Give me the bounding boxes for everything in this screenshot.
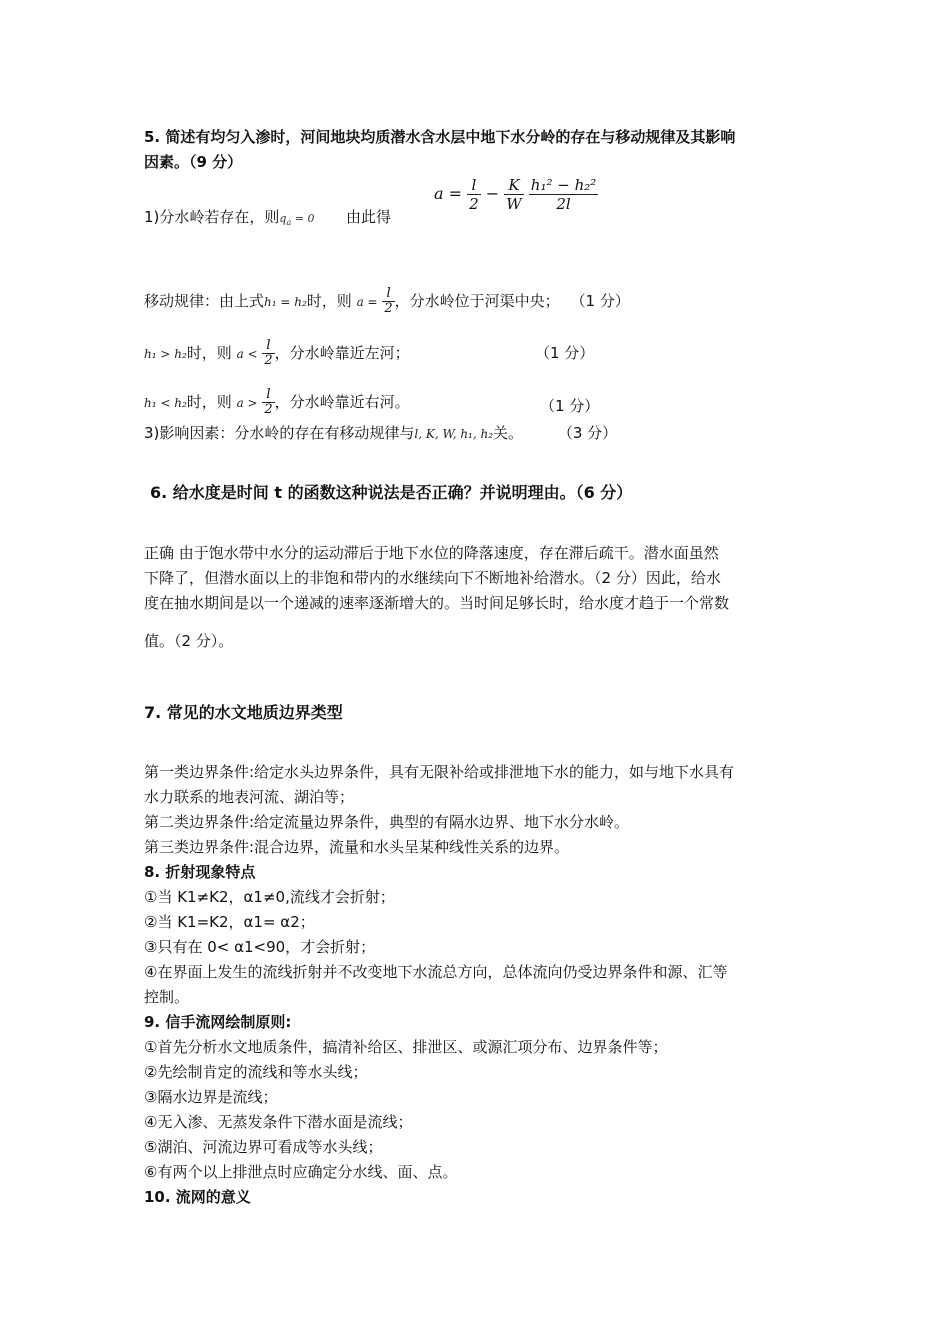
q7-line-4: 第三类边界条件:混合边界，流量和水头呈某种线性关系的边界。 xyxy=(144,838,570,856)
q8-line-4: ④在界面上发生的流线折射并不改变地下水流总方向，总体流向仍受边界条件和源、汇等 xyxy=(144,963,728,981)
q9-line-4: ④无入渗、无蒸发条件下潜水面是流线； xyxy=(144,1113,413,1131)
q6-para-line-3: 度在抽水期间是以一个递减的速率逐渐增大的。当时间足够长时，给水度才趋于一个常数 xyxy=(144,594,730,612)
q6-para-line-4: 值。（2 分）。 xyxy=(144,632,234,650)
q8-line-2: ②当 K1=K2，α1= α2； xyxy=(144,913,315,931)
q6-para-line-2: 下降了，但潜水面以上的非饱和带内的水继续向下不断地补给潜水。（2 分）因此，给水 xyxy=(144,569,721,587)
q5-title-line-1: 5. 简述有均匀入渗时，河间地块均质潜水含水层中地下水分岭的存在与移动规律及其影响 xyxy=(144,128,736,146)
q9-line-3: ③隔水边界是流线； xyxy=(144,1088,278,1106)
q7-line-2: 水力联系的地表河流、湖泊等； xyxy=(144,788,355,806)
q5-condition-text: 1)分水岭若存在，则 xyxy=(144,208,280,226)
q9-line-5: ⑤湖泊、河流边界可看成等水头线； xyxy=(144,1138,383,1156)
q9-line-2: ②先绘制肯定的流线和等水头线； xyxy=(144,1063,368,1081)
q5-left-river-line: h₁ > h₂时，则 a < $\frac{l}{2}$ ，分水岭靠近左河； xyxy=(144,338,410,368)
q5-qa-math: $q_a = 0$ xyxy=(279,212,315,228)
q5-left-score: （1 分） xyxy=(535,344,595,362)
q9-line-1: ①首先分析水文地质条件，搞清补给区、排泄区、或源汇项分布、边界条件等； xyxy=(144,1038,668,1056)
q7-line-3: 第二类边界条件:给定流量边界条件，典型的有隔水边界、地下水分水岭。 xyxy=(144,813,630,831)
q5-factor-line: 3)影响因素：分水岭的存在有移动规律与l, K, W, h₁, h₂关。 （3 分） xyxy=(144,424,618,442)
q5-title-line-2: 因素。（9 分） xyxy=(144,153,243,171)
q5-move-rule-line: 移动规律：由上式h₁ = h₂时，则 a = $\frac{l}{2}$ ，分水岭位于河渠中央； （1 分） xyxy=(144,286,630,316)
q6-title: 6. 给水度是时间 t 的函数这种说法是否正确？并说明理由。（6 分） xyxy=(150,483,633,502)
q5-divide-equation: a = $\frac{l}{2}$ − $\frac{K}{W}$ $\frac{\text{h₁² − h₂²}}{2l}$ xyxy=(434,176,597,213)
q5-right-score: （1 分） xyxy=(540,397,600,415)
q7-line-1: 第一类边界条件:给定水头边界条件，具有无限补给或排泄地下水的能力，如与地下水具有 xyxy=(144,763,735,781)
q10-title: 10. 流网的意义 xyxy=(144,1188,251,1206)
q8-title: 8. 折射现象特点 xyxy=(144,863,256,881)
q8-line-5: 控制。 xyxy=(144,988,190,1006)
q5-right-river-line: h₁ < h₂时，则 a > $\frac{l}{2}$ ，分水岭靠近右河。 xyxy=(144,387,410,417)
q5-condition-line xyxy=(144,206,391,234)
q9-line-6: ⑥有两个以上排泄点时应确定分水线、面、点。 xyxy=(144,1163,458,1181)
q6-para-line-1: 正确 由于饱水带中水分的运动滞后于地下水位的降落速度，存在滞后疏干。潜水面虽然 xyxy=(144,544,719,562)
q7-title: 7. 常见的水文地质边界类型 xyxy=(144,703,343,722)
q8-line-3: ③只有在 0< α1<90，才会折射； xyxy=(144,938,376,956)
q5-thus-text: 由此得 xyxy=(346,208,392,226)
q8-line-1: ①当 K1≠K2，α1≠0,流线才会折射； xyxy=(144,888,395,906)
q9-title: 9. 信手流网绘制原则: xyxy=(144,1013,292,1031)
